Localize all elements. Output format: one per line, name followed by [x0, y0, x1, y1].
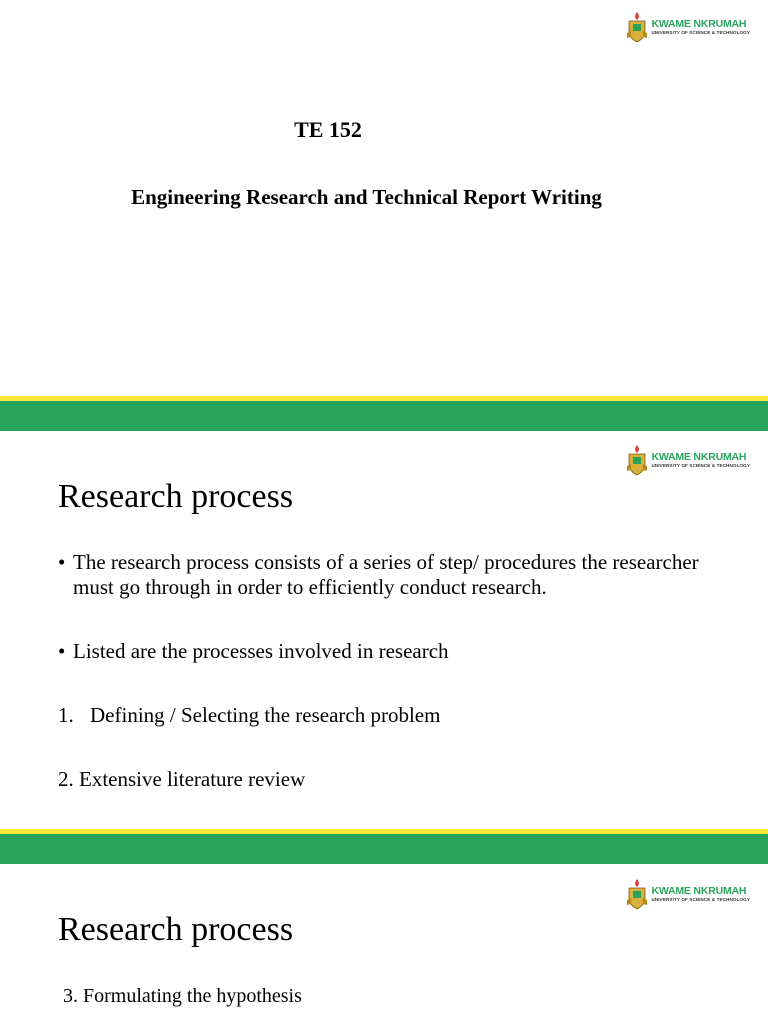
content-slide [0, 433, 768, 829]
numbered-item [58, 703, 440, 728]
logo-subtitle: UNIVERSITY OF SCIENCE & TECHNOLOGY [651, 896, 750, 902]
bullet-item [58, 550, 738, 600]
logo-name: KWAME NKRUMAH [651, 450, 747, 463]
logo-subtitle: UNIVERSITY OF SCIENCE & TECHNOLOGY [651, 29, 750, 35]
content-slide [0, 867, 768, 1024]
course-code: TE 152 [294, 117, 362, 142]
bullet-icon: • [58, 639, 66, 663]
university-logo [626, 11, 750, 43]
university-logo [626, 444, 750, 476]
slide-heading: Research process [58, 478, 294, 515]
title-slide [0, 0, 768, 396]
crest-icon [626, 878, 648, 910]
university-logo [626, 878, 750, 910]
logo-subtitle: UNIVERSITY OF SCIENCE & TECHNOLOGY [651, 462, 750, 468]
logo-name: KWAME NKRUMAH [651, 884, 747, 897]
crest-icon [626, 11, 648, 43]
logo-name: KWAME NKRUMAH [651, 17, 747, 30]
bullet-icon: • [58, 550, 66, 574]
numbered-item: 3. Formulating the hypothesis [63, 985, 302, 1007]
bullet-text: The research process consists of a series of step/ procedures the researcher must go through in order to efficiently conduct research. [73, 550, 699, 599]
slide-heading: Research process [58, 911, 294, 948]
crest-icon [626, 444, 648, 476]
band-green-stripe [0, 834, 768, 864]
slide-divider-band [0, 396, 768, 431]
bullet-item [58, 639, 449, 664]
bullet-text: Listed are the processes involved in research [73, 639, 449, 663]
band-green-stripe [0, 401, 768, 431]
course-title: Engineering Research and Technical Report Writing [131, 185, 602, 209]
numbered-item: 2. Extensive literature review [58, 767, 306, 791]
item-text: Defining / Selecting the research problem [90, 703, 441, 727]
item-number: 1. [58, 703, 74, 727]
slide-divider-band [0, 829, 768, 864]
